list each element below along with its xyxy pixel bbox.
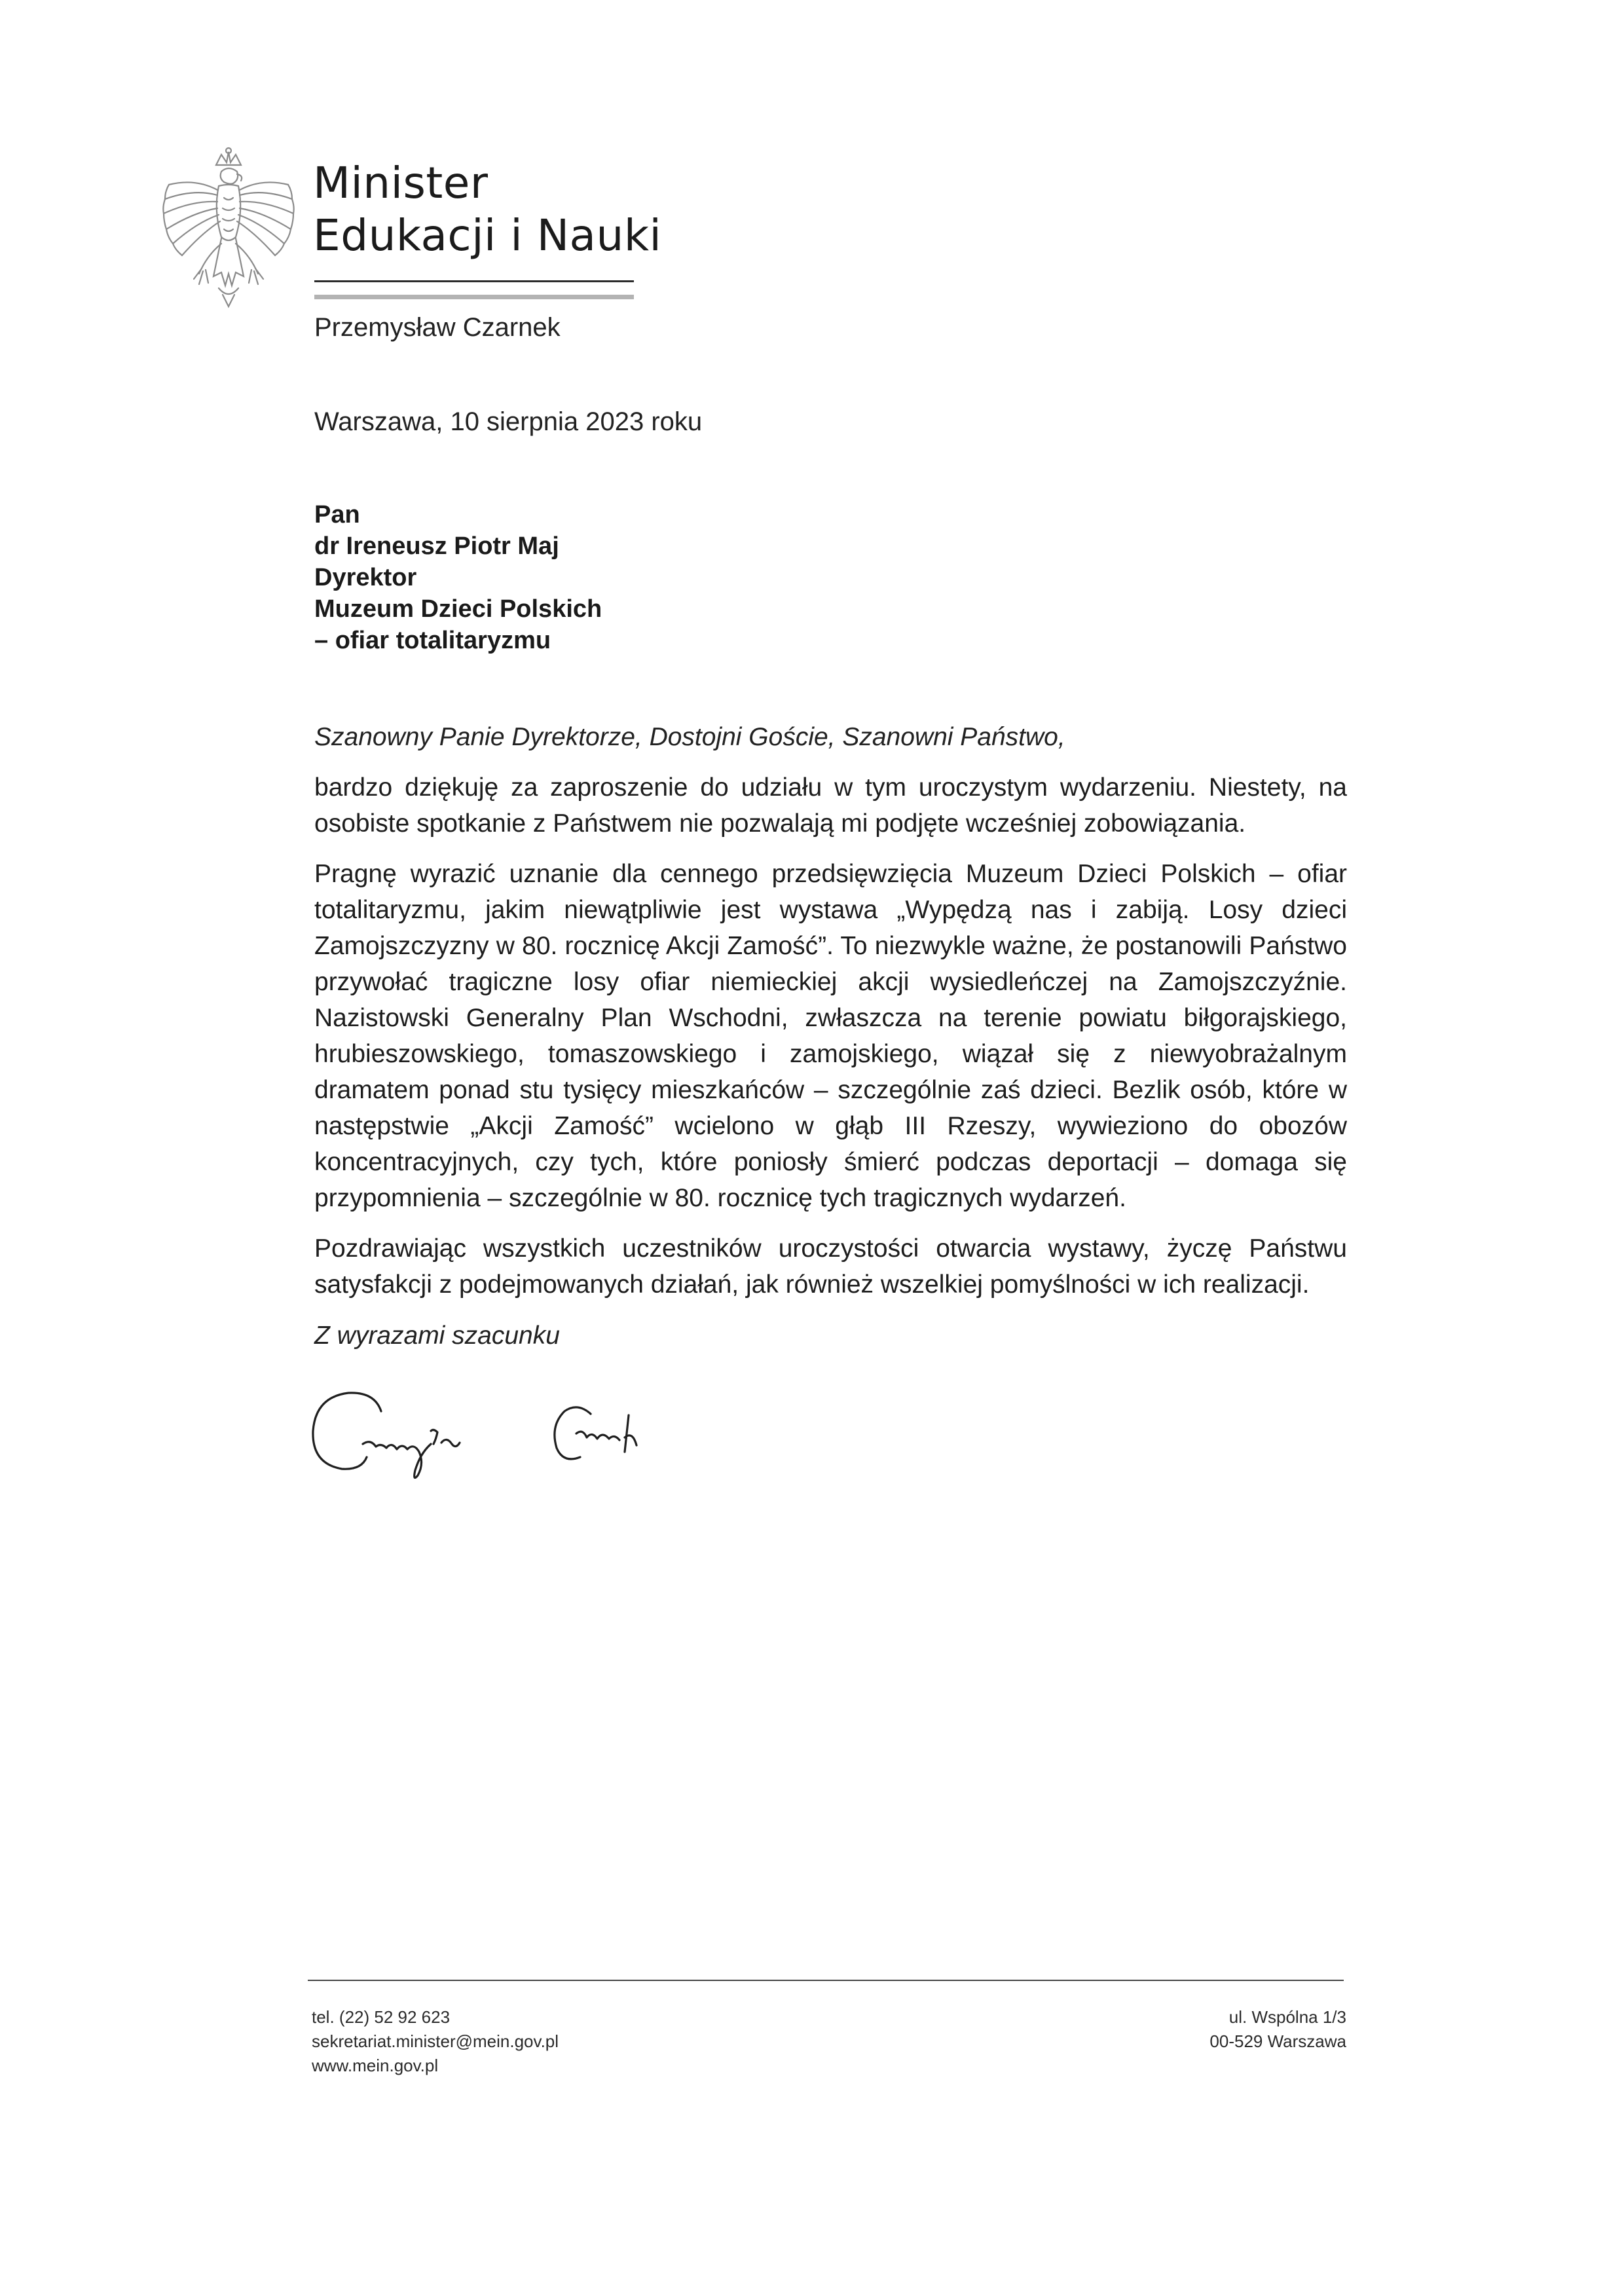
recipient-line-3: Dyrektor [314,564,417,591]
brand-title-line-2: Edukacji i Nauki [313,210,662,261]
footer-address [1209,2005,1346,2054]
recipient-line-1: Pan [314,501,360,528]
letter-date: Warszawa, 10 sierpnia 2023 roku [314,407,703,436]
body-paragraph-2: Pragnę wyrazić uznanie dla cennego przedsięwzięcia Muzeum Dzieci Polskich – ofiar totalitaryzmu, jakim niewątpliwie jest wystawa „Wypędzą nas i zabiją. Losy dzieci Zamojszczyzny w 80. rocznicę Akcji Zamość”. To niezwykle ważne, że postanowili Państwo przywołać tragiczne losy ofiar niemieckiej akcji wysiedleńczej na Zamojszczyźnie. Nazistowski Generalny Plan Wschodni, zwłaszcza na terenie powiatu biłgorajskiego, hrubieszowskiego, tomaszowskiego i zamojskiego, wiązał się z niewyobrażalnym dramatem ponad stu tysięcy mieszkańców – szczególnie zaś dzieci. Bezlik osób, które w następstwie „Akcji Zamość” wcielono w głąb III Rzeszy, wywieziono do obozów koncentracyjnych, czy tych, które poniosły śmierć podczas deportacji – domaga się przypomnienia – szczególnie w 80. rocznicę tych tragicznych wydarzeń. [314,860,1347,1212]
body-paragraph-1: bardzo dziękuję za zaproszenie do udziału w tym uroczystym wydarzeniu. Niestety, na osobiste spotkanie z Państwem nie pozwalają mi podjęte wcześniej zobowiązania. [314,773,1347,838]
handwritten-signature [303,1365,709,1496]
polish-eagle-emblem-icon [156,145,301,309]
brand-title-line-1: Minister [313,158,489,208]
salutation: Szanowny Panie Dyrektorze, Dostojni Goście, Szanowni Państwo, [314,723,1065,751]
recipient-line-4: Muzeum Dzieci Polskich [314,595,602,623]
body-paragraph-3: Pozdrawiając wszystkich uczestników uroczystości otwarcia wystawy, życzę Państwu satysfakcji z podejmowanych działań, jak również wszelkiej pomyślności w ich realizacji. [314,1234,1347,1299]
footer-divider [308,1980,1344,1981]
footer-phone: tel. (22) 52 92 623 [312,2007,451,2027]
brand-divider-band [314,295,634,299]
letter-body [314,769,1347,1317]
ministry-brand [313,157,661,262]
recipient-line-2: dr Ireneusz Piotr Maj [314,532,559,560]
footer-website: www.mein.gov.pl [312,2056,439,2075]
minister-name: Przemysław Czarnek [314,313,561,342]
recipient-line-5: – ofiar totalitaryzmu [314,627,551,654]
recipient-block [314,499,602,656]
footer-street: ul. Wspólna 1/3 [1228,2007,1346,2027]
footer-city: 00-529 Warszawa [1209,2031,1346,2051]
brand-divider [314,280,634,282]
footer-email: sekretariat.minister@mein.gov.pl [312,2031,559,2051]
closing-phrase: Z wyrazami szacunku [314,1322,560,1350]
footer-contact [312,2005,559,2078]
